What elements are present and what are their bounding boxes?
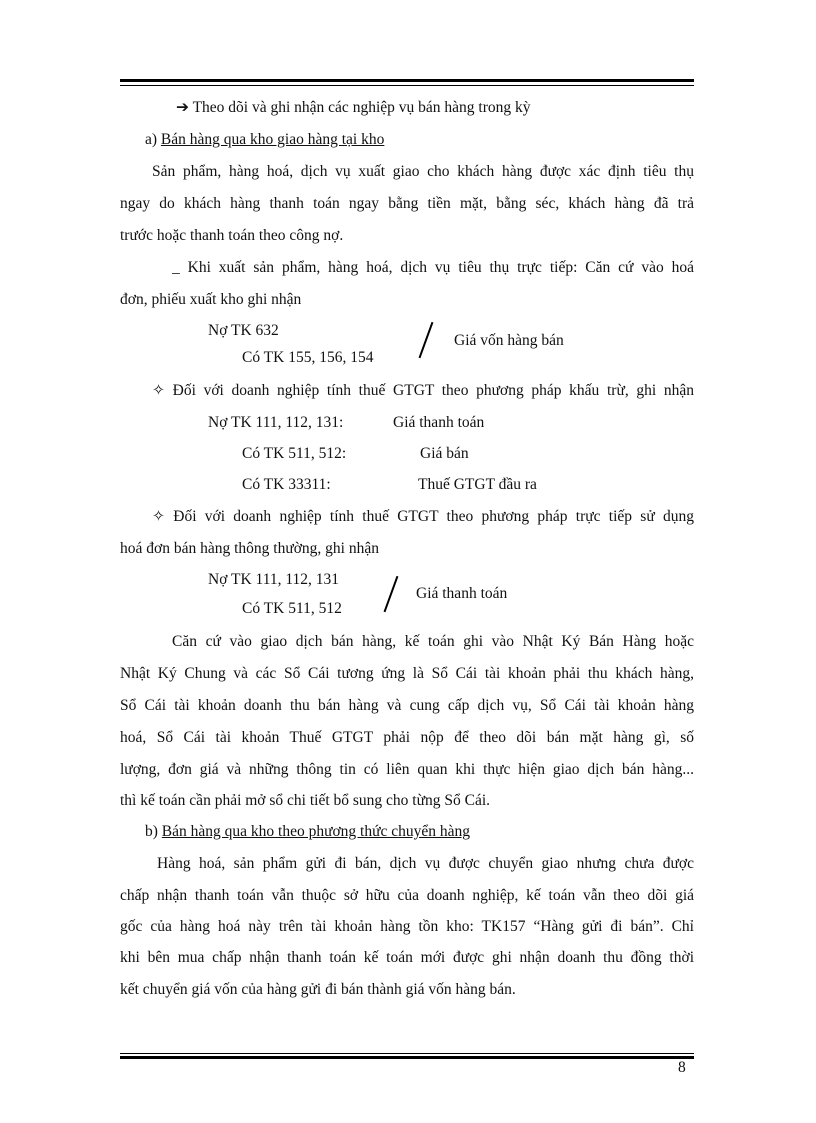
footer-rule-thin	[120, 1053, 694, 1054]
para-d-line-5: kết chuyển giá vốn của hàng gửi đi bán thành giá vốn hàng bán.	[120, 981, 516, 998]
entry2-credit-vat: Có TK 33311:	[242, 476, 331, 493]
header-rule-thick	[120, 79, 694, 82]
entry2-credit-revenue-note: Giá bán	[420, 445, 469, 462]
entry3-slash	[384, 576, 398, 612]
case-direct-line-2: hoá đơn bán hàng thông thường, ghi nhận	[120, 540, 379, 557]
entry3-debit: Nợ TK 111, 112, 131	[208, 571, 340, 588]
para-a-line-3: trước hoặc thanh toán theo công nợ.	[120, 227, 344, 244]
page-number: 8	[678, 1059, 686, 1076]
para-c-line-3: Sổ Cái tài khoản doanh thu bán hàng và cung cấp dịch vụ, Sổ Cái tài khoản hàng	[120, 697, 694, 714]
entry1-credit: Có TK 155, 156, 154	[242, 349, 374, 366]
para-c-line-5: lượng, đơn giá và những thông tin có liên quan khi thực hiện giao dịch bán hàng...	[120, 761, 694, 778]
case-direct-line-1: ✧ Đối với doanh nghiệp tính thuế GTGT theo phương pháp trực tiếp sử dụng	[152, 508, 694, 525]
entry3-note: Giá thanh toán	[416, 585, 508, 602]
para-d-line-2: chấp nhận thanh toán vẫn thuộc sở hữu của doanh nghiệp, kế toán vẫn theo dõi giá	[120, 887, 694, 904]
footer-rule-thick	[120, 1056, 694, 1059]
para-a-line-2: ngay do khách hàng thanh toán ngay bằng tiền mặt, bằng séc, khách hàng đã trả	[120, 195, 694, 212]
entry2-credit-vat-note: Thuế GTGT đầu ra	[418, 476, 537, 493]
entry1-debit: Nợ TK 632	[208, 322, 279, 339]
entry2-credit-revenue: Có TK 511, 512:	[242, 445, 347, 462]
para-c-line-2: Nhật Ký Chung và các Sổ Cái tương ứng là Sổ Cái tài khoản phải thu khách hàng,	[120, 665, 694, 682]
para-c-line-6: thì kế toán cần phải mở sổ chi tiết bổ sung cho từng Sổ Cái.	[120, 792, 491, 809]
section-a-prefix: a)	[145, 131, 161, 148]
para-d-line-1: Hàng hoá, sản phẩm gửi đi bán, dịch vụ được chuyển giao nhưng chưa được	[157, 855, 694, 872]
entry2-debit: Nợ TK 111, 112, 131:	[208, 414, 344, 431]
para-b-line-1: _ Khi xuất sản phẩm, hàng hoá, dịch vụ tiêu thụ trực tiếp: Căn cứ vào hoá	[172, 259, 694, 276]
entry2-debit-note: Giá thanh toán	[393, 414, 485, 431]
para-b-line-2: đơn, phiếu xuất kho ghi nhận	[120, 291, 302, 308]
para-d-line-4: khi bên mua chấp nhận thanh toán kế toán mới được ghi nhận doanh thu đồng thời	[120, 949, 694, 966]
section-b-title: Bán hàng qua kho theo phương thức chuyển hàng	[161, 823, 471, 840]
para-c-line-1: Căn cứ vào giao dịch bán hàng, kế toán ghi vào Nhật Ký Bán Hàng hoặc	[172, 633, 694, 650]
case-deduction-line: ✧ Đối với doanh nghiệp tính thuế GTGT theo phương pháp khấu trừ, ghi nhận	[152, 382, 694, 399]
para-a-line-1: Sản phẩm, hàng hoá, dịch vụ xuất giao cho khách hàng được xác định tiêu thụ	[152, 163, 694, 180]
intro-line: ➔ Theo dõi và ghi nhận các nghiệp vụ bán hàng trong kỳ	[176, 99, 531, 116]
section-b-prefix: b)	[145, 823, 162, 840]
entry1-slash	[419, 322, 433, 358]
section-a-title: Bán hàng qua kho giao hàng tại kho	[160, 131, 385, 148]
entry1-note: Giá vốn hàng bán	[454, 332, 564, 349]
section-a-heading	[145, 130, 384, 150]
para-d-line-3: gốc của hàng hoá này trên tài khoản hàng tồn kho: TK157 “Hàng gửi đi bán”. Chỉ	[120, 918, 694, 935]
entry3-credit: Có TK 511, 512	[242, 600, 342, 617]
header-rule-thin	[120, 85, 694, 86]
section-b-heading	[145, 822, 470, 842]
para-c-line-4: hoá, Sổ Cái tài khoản Thuế GTGT phải nộp để theo dõi bán mặt hàng gì, số	[120, 729, 694, 746]
